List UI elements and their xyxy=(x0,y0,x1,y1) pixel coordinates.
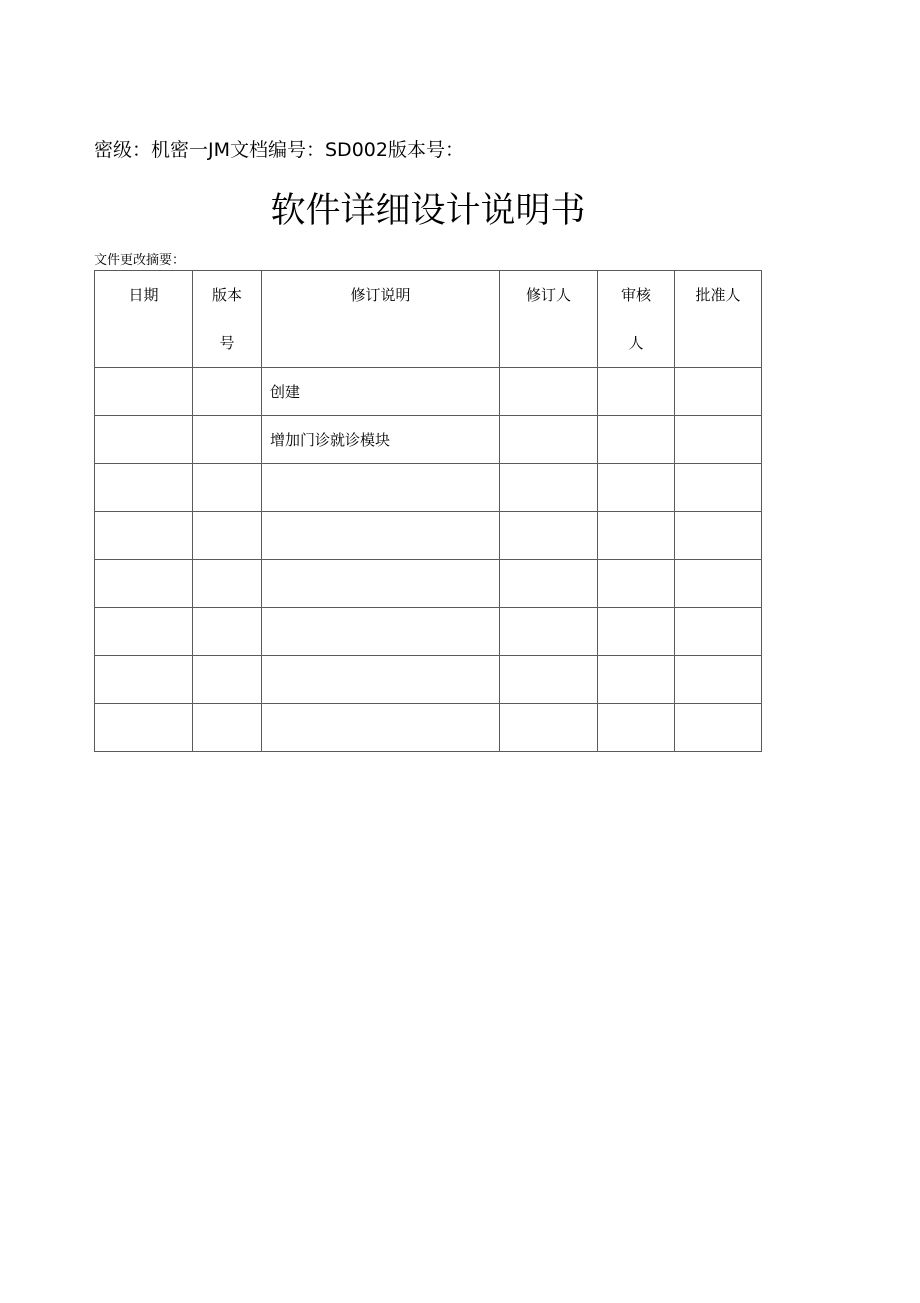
reviser-cell xyxy=(500,368,598,416)
approver-cell xyxy=(675,704,762,752)
version-cell xyxy=(193,656,262,704)
column-header-reviser: 修订人 xyxy=(500,271,598,368)
version-cell xyxy=(193,704,262,752)
document-meta-line: 密级：机密一JM文档编号：SD002版本号： xyxy=(94,139,464,161)
approver-cell xyxy=(675,560,762,608)
version-cell xyxy=(193,608,262,656)
version-cell xyxy=(193,416,262,464)
column-header-revision-description: 修订说明 xyxy=(262,271,500,368)
column-header-reviewer: 审核人 xyxy=(598,271,675,368)
reviewer-cell xyxy=(598,560,675,608)
version-cell xyxy=(193,560,262,608)
table-row xyxy=(95,704,762,752)
date-cell xyxy=(95,704,193,752)
approver-cell xyxy=(675,464,762,512)
description-cell xyxy=(262,560,500,608)
date-cell xyxy=(95,560,193,608)
date-cell xyxy=(95,608,193,656)
reviewer-cell xyxy=(598,608,675,656)
table-row xyxy=(95,560,762,608)
version-cell xyxy=(193,368,262,416)
reviser-cell xyxy=(500,416,598,464)
version-cell xyxy=(193,512,262,560)
date-cell xyxy=(95,464,193,512)
description-cell xyxy=(262,608,500,656)
revision-table xyxy=(94,270,762,752)
reviser-cell xyxy=(500,464,598,512)
description-cell xyxy=(262,464,500,512)
table-row xyxy=(95,512,762,560)
description-cell: 增加门诊就诊模块 xyxy=(262,416,500,464)
approver-cell xyxy=(675,368,762,416)
date-cell xyxy=(95,656,193,704)
date-cell xyxy=(95,368,193,416)
date-cell xyxy=(95,512,193,560)
date-cell xyxy=(95,416,193,464)
approver-cell xyxy=(675,608,762,656)
table-row xyxy=(95,368,762,416)
change-summary-label: 文件更改摘要： xyxy=(94,253,186,268)
approver-cell xyxy=(675,512,762,560)
reviewer-cell xyxy=(598,368,675,416)
table-row xyxy=(95,464,762,512)
version-cell xyxy=(193,464,262,512)
reviser-cell xyxy=(500,560,598,608)
reviser-cell xyxy=(500,608,598,656)
revision-table-body xyxy=(95,368,762,752)
column-header-approver: 批准人 xyxy=(675,271,762,368)
document-title: 软件详细设计说明书 xyxy=(270,191,586,231)
reviser-cell xyxy=(500,704,598,752)
approver-cell xyxy=(675,656,762,704)
table-row xyxy=(95,656,762,704)
reviewer-cell xyxy=(598,656,675,704)
reviewer-cell xyxy=(598,416,675,464)
description-cell xyxy=(262,704,500,752)
description-cell xyxy=(262,512,500,560)
table-row xyxy=(95,416,762,464)
column-header-date: 日期 xyxy=(95,271,193,368)
reviewer-cell xyxy=(598,512,675,560)
description-cell xyxy=(262,656,500,704)
reviewer-cell xyxy=(598,704,675,752)
reviser-cell xyxy=(500,512,598,560)
approver-cell xyxy=(675,416,762,464)
reviser-cell xyxy=(500,656,598,704)
description-cell: 创建 xyxy=(262,368,500,416)
reviewer-cell xyxy=(598,464,675,512)
column-header-version: 版本号 xyxy=(193,271,262,368)
table-row xyxy=(95,608,762,656)
table-header-row xyxy=(95,271,762,368)
